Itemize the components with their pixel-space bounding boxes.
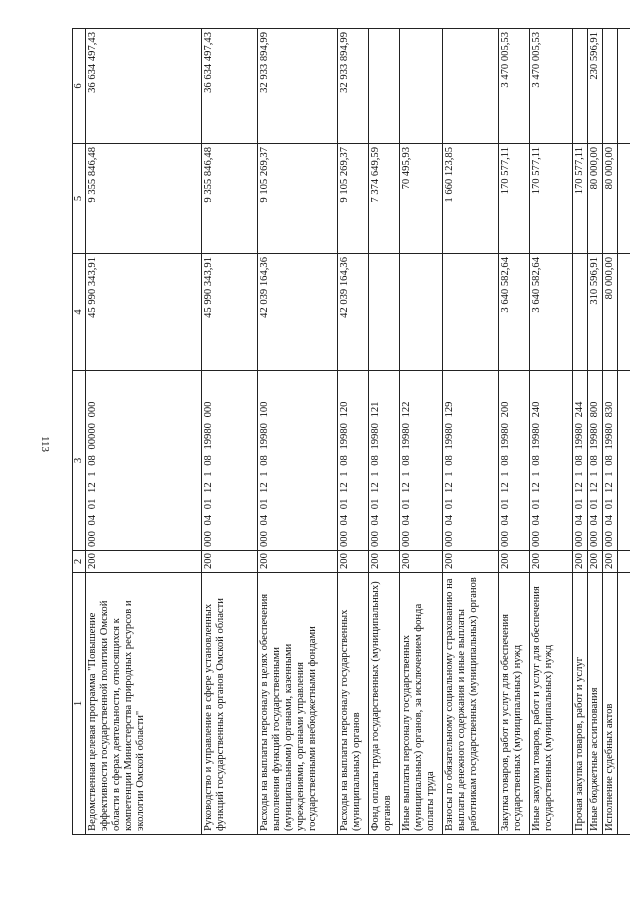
row-name: Иные выплаты персоналу государственных (муниципальных) органов, за исключением фонда оплаты труда (400, 573, 443, 835)
row-grbs: 200 (369, 551, 400, 573)
row-executed: 9 355 846,48 (202, 144, 258, 254)
row-remaining: 32 933 894,99 (258, 29, 338, 144)
row-total: 3 640 582,64 (530, 254, 573, 371)
row-executed: 80 000,00 (603, 144, 618, 254)
row-code: 000 04 01 12 1 08 19980 244 (573, 371, 588, 551)
table-row (338, 29, 369, 835)
page-number: 113 (39, 435, 51, 453)
header-col-1: 1 (73, 573, 86, 835)
row-remaining: 36 634 497,43 (86, 29, 202, 144)
row-grbs: 200 (258, 551, 338, 573)
row-remaining: 230 596,91 (588, 29, 603, 144)
row-executed: 1 660 123,85 (443, 144, 499, 254)
row-code: 000 04 01 12 1 08 00000 000 (86, 371, 202, 551)
row-total: 42 039 164,36 (258, 254, 338, 371)
row-remaining: 3 470 005,53 (530, 29, 573, 144)
row-grbs: 200 (400, 551, 443, 573)
row-code: 000 04 01 12 1 08 19980 830 (603, 371, 618, 551)
table-row (530, 29, 573, 835)
row-executed: 170 577,11 (499, 144, 530, 254)
row-name: Иные бюджетные ассигнования (588, 573, 603, 835)
row-executed: 80 000,00 (588, 144, 603, 254)
row-total: 310 596,91 (588, 254, 603, 371)
row-total: 3 640 582,64 (499, 254, 530, 371)
row-name: Фонд оплаты труда государственных (муниципальных) органов (369, 573, 400, 835)
row-total (443, 254, 499, 371)
row-code: 000 04 01 12 1 08 19980 000 (202, 371, 258, 551)
row-grbs: 200 (202, 551, 258, 573)
row-total (573, 254, 588, 371)
row-code: 000 04 01 12 1 08 19980 100 (258, 371, 338, 551)
row-grbs: 200 (588, 551, 603, 573)
row-grbs: 200 (530, 551, 573, 573)
row-remaining (603, 29, 618, 144)
row-name: Руководство и управление в сфере установленных функций государственных органов Омской области (202, 573, 258, 835)
row-total: 45 990 343,91 (202, 254, 258, 371)
row-code: 000 04 01 12 1 08 19980 800 (588, 371, 603, 551)
header-col-4: 4 (73, 254, 86, 371)
row-total (400, 254, 443, 371)
row-total: 45 990 343,91 (86, 254, 202, 371)
row-grbs: 200 (443, 551, 499, 573)
row-executed: 170 577,11 (573, 144, 588, 254)
table-row (258, 29, 338, 835)
table-row (369, 29, 400, 835)
row-grbs: 200 (499, 551, 530, 573)
table-row (400, 29, 443, 835)
row-executed: 9 355 846,48 (86, 144, 202, 254)
row-executed: 9 105 269,37 (258, 144, 338, 254)
row-name: Прочая закупка товаров, работ и услуг (573, 573, 588, 835)
row-executed: 7 374 649,59 (369, 144, 400, 254)
header-col-3: 3 (73, 371, 86, 551)
row-remaining (443, 29, 499, 144)
table-row-continuation (618, 29, 631, 835)
table-row (86, 29, 202, 835)
table-row (499, 29, 530, 835)
row-remaining: 3 470 005,53 (499, 29, 530, 144)
row-remaining (369, 29, 400, 144)
table-row (202, 29, 258, 835)
row-total: 80 000,00 (603, 254, 618, 371)
row-grbs: 200 (338, 551, 369, 573)
row-code: 000 04 01 12 1 08 19980 120 (338, 371, 369, 551)
table-row (573, 29, 588, 835)
row-code: 000 04 01 12 1 08 19980 240 (530, 371, 573, 551)
row-executed: 70 495,93 (400, 144, 443, 254)
row-remaining: 32 933 894,99 (338, 29, 369, 144)
row-name: Исполнение судебных актов (603, 573, 618, 835)
budget-table (72, 28, 630, 835)
row-name: Расходы на выплаты персоналу государственных (муниципальных) органов (338, 573, 369, 835)
row-remaining (400, 29, 443, 144)
table-row (603, 29, 618, 835)
row-grbs: 200 (603, 551, 618, 573)
row-remaining: 36 634 497,43 (202, 29, 258, 144)
row-remaining (573, 29, 588, 144)
row-grbs: 200 (86, 551, 202, 573)
header-col-6: 6 (73, 29, 86, 144)
table-row (443, 29, 499, 835)
rotated-table-container (72, 29, 616, 835)
row-name: Ведомственная целевая программа "Повышение эффективности государственной политики Омской области в сферах деятельности, относящихся к компетенции Министерства природных ресурсов и экологии Омской области" (86, 573, 202, 835)
header-col-2: 2 (73, 551, 86, 573)
row-executed: 9 105 269,37 (338, 144, 369, 254)
row-code: 000 04 01 12 1 08 19980 200 (499, 371, 530, 551)
row-name: Взносы по обязательному социальному страхованию на выплаты денежного содержания и иные выплаты работникам государственных (муниципальных) органов (443, 573, 499, 835)
header-col-5: 5 (73, 144, 86, 254)
row-name: Иные закупки товаров, работ и услуг для обеспечения государственных (муниципальных) нужд (530, 573, 573, 835)
row-total: 42 039 164,36 (338, 254, 369, 371)
row-name: Расходы на выплаты персоналу в целях обеспечения выполнения функций государственными (муниципальными) органами, казенными учреждениями, органами управления государственными внебюджетными фондами (258, 573, 338, 835)
header-row (73, 29, 86, 835)
row-total (369, 254, 400, 371)
row-code: 000 04 01 12 1 08 19980 129 (443, 371, 499, 551)
row-code: 000 04 01 12 1 08 19980 122 (400, 371, 443, 551)
table-row (588, 29, 603, 835)
row-name: Закупка товаров, работ и услуг для обеспечения государственных (муниципальных) нужд (499, 573, 530, 835)
row-grbs: 200 (573, 551, 588, 573)
row-code: 000 04 01 12 1 08 19980 121 (369, 371, 400, 551)
row-executed: 170 577,11 (530, 144, 573, 254)
